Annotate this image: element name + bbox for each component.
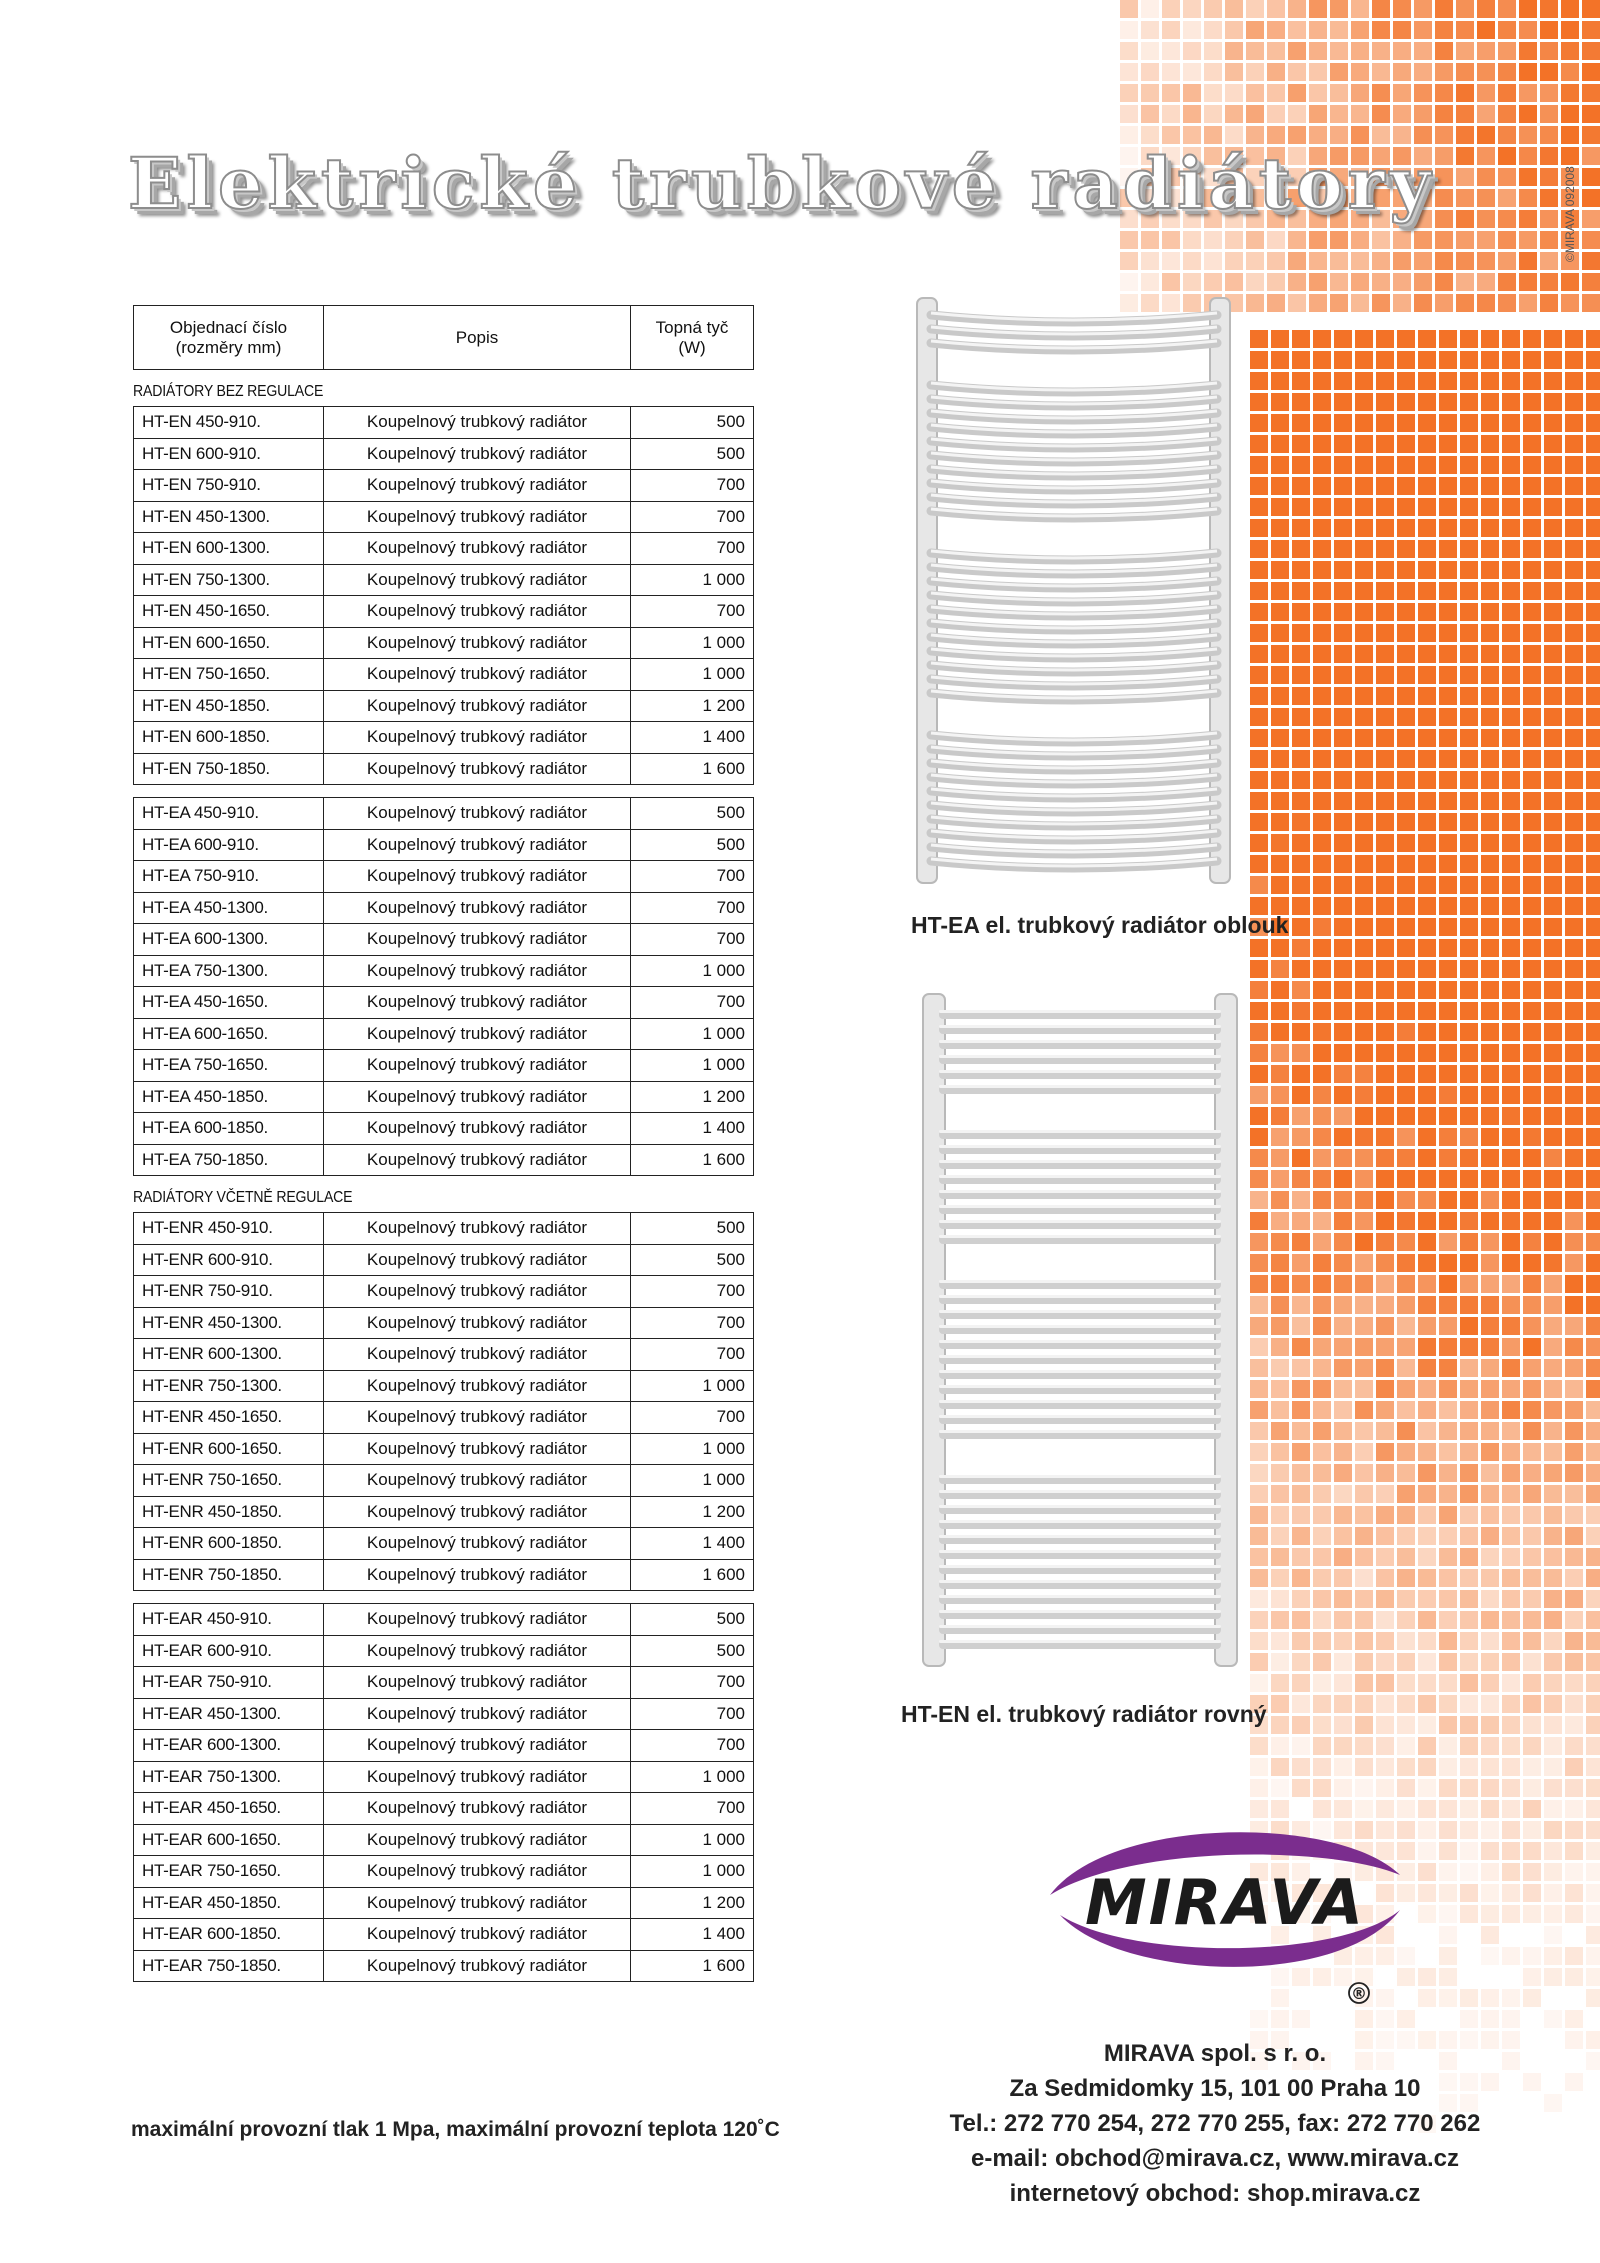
- table-row: [134, 892, 754, 924]
- table-row: [134, 533, 754, 565]
- product-description-cell: Koupelnový trubkový radiátor: [324, 829, 631, 861]
- product-code-cell: HT-EAR 450-1300.: [134, 1698, 324, 1730]
- table-row: [134, 1496, 754, 1528]
- product-code-cell: HT-ENR 450-1650.: [134, 1402, 324, 1434]
- copyright-note: ©MIRAVA 092008: [1563, 166, 1577, 262]
- heating-rod-power-cell: 500: [631, 438, 754, 470]
- product-code-cell: HT-EA 600-1850.: [134, 1113, 324, 1145]
- heating-rod-power-cell: 1 200: [631, 1496, 754, 1528]
- heating-rod-power-cell: 1 400: [631, 722, 754, 754]
- product-description-cell: Koupelnový trubkový radiátor: [324, 1950, 631, 1982]
- table-row: [134, 1050, 754, 1082]
- heating-rod-power-cell: 1 600: [631, 1950, 754, 1982]
- table-row: [134, 1604, 754, 1636]
- product-description-cell: Koupelnový trubkový radiátor: [324, 798, 631, 830]
- product-description-cell: Koupelnový trubkový radiátor: [324, 987, 631, 1019]
- table-row: [134, 1339, 754, 1371]
- heating-rod-power-cell: 1 000: [631, 1856, 754, 1888]
- table-row: [134, 1667, 754, 1699]
- product-description-cell: Koupelnový trubkový radiátor: [324, 861, 631, 893]
- product-code-cell: HT-EN 450-1850.: [134, 690, 324, 722]
- product-code-cell: HT-EAR 600-910.: [134, 1635, 324, 1667]
- heating-rod-power-cell: 1 000: [631, 1370, 754, 1402]
- table-row: [134, 1081, 754, 1113]
- table-row: [134, 1950, 754, 1982]
- heating-rod-power-cell: 700: [631, 533, 754, 565]
- product-description-cell: Koupelnový trubkový radiátor: [324, 1018, 631, 1050]
- table-row: [134, 1824, 754, 1856]
- table-row: [134, 1856, 754, 1888]
- section-label-without-regulation: RADIÁTORY BEZ REGULACE: [133, 383, 324, 400]
- product-code-cell: HT-EN 750-1300.: [134, 564, 324, 596]
- product-description-cell: Koupelnový trubkový radiátor: [324, 1559, 631, 1591]
- product-code-cell: HT-EAR 750-1850.: [134, 1950, 324, 1982]
- product-code-cell: HT-EN 600-1650.: [134, 627, 324, 659]
- product-code-cell: HT-EA 450-1850.: [134, 1081, 324, 1113]
- heating-rod-power-cell: 1 600: [631, 753, 754, 785]
- product-description-cell: Koupelnový trubkový radiátor: [324, 1635, 631, 1667]
- heating-rod-power-cell: 500: [631, 407, 754, 439]
- product-code-cell: HT-EN 750-1850.: [134, 753, 324, 785]
- heating-rod-power-cell: 1 000: [631, 1465, 754, 1497]
- heating-rod-power-cell: 700: [631, 470, 754, 502]
- straight-radiator-caption: HT-EN el. trubkový radiátor rovný: [901, 1701, 1267, 1727]
- product-description-cell: Koupelnový trubkový radiátor: [324, 533, 631, 565]
- table-row: [134, 470, 754, 502]
- product-description-cell: Koupelnový trubkový radiátor: [324, 1465, 631, 1497]
- table-row: [134, 1018, 754, 1050]
- heating-rod-power-cell: 1 000: [631, 955, 754, 987]
- table-row: [134, 1919, 754, 1951]
- product-code-cell: HT-EAR 450-1850.: [134, 1887, 324, 1919]
- table-row: [134, 1761, 754, 1793]
- heating-rod-power-cell: 1 400: [631, 1919, 754, 1951]
- product-code-cell: HT-EAR 450-1650.: [134, 1793, 324, 1825]
- product-description-cell: Koupelnový trubkový radiátor: [324, 438, 631, 470]
- product-code-cell: HT-EA 600-1300.: [134, 924, 324, 956]
- product-code-cell: HT-EA 450-910.: [134, 798, 324, 830]
- table-row: [134, 1402, 754, 1434]
- table-groups: [133, 370, 753, 1982]
- product-description-cell: Koupelnový trubkový radiátor: [324, 407, 631, 439]
- curved-radiator-caption: HT-EA el. trubkový radiátor oblouk: [911, 912, 1289, 938]
- table-row: [134, 1635, 754, 1667]
- product-code-cell: HT-ENR 450-1300.: [134, 1307, 324, 1339]
- product-description-cell: Koupelnový trubkový radiátor: [324, 1761, 631, 1793]
- product-description-cell: Koupelnový trubkový radiátor: [324, 596, 631, 628]
- table-row: [134, 1213, 754, 1245]
- table-row: [134, 1244, 754, 1276]
- heating-rod-power-cell: 700: [631, 501, 754, 533]
- product-description-cell: Koupelnový trubkový radiátor: [324, 470, 631, 502]
- product-code-cell: HT-EAR 600-1650.: [134, 1824, 324, 1856]
- product-description-cell: Koupelnový trubkový radiátor: [324, 1496, 631, 1528]
- header-heating-rod-label: Topná tyč: [655, 317, 729, 337]
- product-description-cell: Koupelnový trubkový radiátor: [324, 722, 631, 754]
- product-description-cell: Koupelnový trubkový radiátor: [324, 1213, 631, 1245]
- table-row: [134, 722, 754, 754]
- heating-rod-power-cell: 1 000: [631, 1050, 754, 1082]
- heating-rod-power-cell: 700: [631, 892, 754, 924]
- product-description-cell: Koupelnový trubkový radiátor: [324, 1793, 631, 1825]
- product-description-cell: Koupelnový trubkový radiátor: [324, 1856, 631, 1888]
- product-code-cell: HT-EN 750-910.: [134, 470, 324, 502]
- product-code-cell: HT-ENR 600-1850.: [134, 1528, 324, 1560]
- product-code-cell: HT-EA 750-1850.: [134, 1144, 324, 1176]
- heating-rod-power-cell: 1 400: [631, 1528, 754, 1560]
- product-description-cell: Koupelnový trubkový radiátor: [324, 1433, 631, 1465]
- table-row: [134, 596, 754, 628]
- table-row: [134, 1433, 754, 1465]
- heating-rod-power-cell: 1 400: [631, 1113, 754, 1145]
- table-row: [134, 829, 754, 861]
- product-description-cell: Koupelnový trubkový radiátor: [324, 1667, 631, 1699]
- product-description-cell: Koupelnový trubkový radiátor: [324, 1307, 631, 1339]
- product-code-cell: HT-EN 600-1300.: [134, 533, 324, 565]
- table-row: [134, 564, 754, 596]
- heating-rod-power-cell: 700: [631, 1276, 754, 1308]
- header-heating-rod: [631, 306, 754, 370]
- heating-rod-power-cell: 1 000: [631, 1433, 754, 1465]
- heating-rod-power-cell: 1 600: [631, 1144, 754, 1176]
- product-description-cell: Koupelnový trubkový radiátor: [324, 892, 631, 924]
- heating-rod-power-cell: 700: [631, 1339, 754, 1371]
- curved-radiator-image: [905, 290, 1245, 890]
- header-heating-rod-sub: (W): [678, 337, 706, 357]
- product-code-cell: HT-ENR 450-1850.: [134, 1496, 324, 1528]
- product-description-cell: Koupelnový trubkový radiátor: [324, 1887, 631, 1919]
- product-description-cell: Koupelnový trubkový radiátor: [324, 955, 631, 987]
- heating-rod-power-cell: 700: [631, 1730, 754, 1762]
- product-description-cell: Koupelnový trubkový radiátor: [324, 564, 631, 596]
- heating-rod-power-cell: 1 000: [631, 659, 754, 691]
- table-row: [134, 1887, 754, 1919]
- table-row: [134, 1276, 754, 1308]
- company-name: MIRAVA spol. s r. o.: [1103, 2040, 1327, 2067]
- product-code-cell: HT-EA 600-1650.: [134, 1018, 324, 1050]
- heating-rod-power-cell: 500: [631, 1635, 754, 1667]
- product-description-cell: Koupelnový trubkový radiátor: [324, 1144, 631, 1176]
- product-description-cell: Koupelnový trubkový radiátor: [324, 1244, 631, 1276]
- table-row: [134, 1528, 754, 1560]
- company-eshop: internetový obchod: shop.mirava.cz: [1009, 2180, 1421, 2207]
- footnote-max-pressure: maximální provozní tlak 1 Mpa, maximální provozní teplota 120˚C: [131, 2118, 780, 2141]
- table-row: [134, 861, 754, 893]
- product-description-cell: Koupelnový trubkový radiátor: [324, 924, 631, 956]
- product-group-table: [133, 797, 754, 1176]
- heating-rod-power-cell: 700: [631, 1698, 754, 1730]
- heating-rod-power-cell: 500: [631, 1244, 754, 1276]
- table-row: [134, 798, 754, 830]
- product-description-cell: Koupelnový trubkový radiátor: [324, 1081, 631, 1113]
- product-code-cell: HT-EN 450-910.: [134, 407, 324, 439]
- company-street: Za Sedmidomky 15, 101 00 Praha 10: [1009, 2075, 1421, 2102]
- product-code-cell: HT-EN 750-1650.: [134, 659, 324, 691]
- product-code-cell: HT-EN 450-1650.: [134, 596, 324, 628]
- product-code-cell: HT-ENR 750-910.: [134, 1276, 324, 1308]
- product-code-cell: HT-EN 600-910.: [134, 438, 324, 470]
- product-description-cell: Koupelnový trubkový radiátor: [324, 627, 631, 659]
- heating-rod-power-cell: 500: [631, 798, 754, 830]
- product-code-cell: HT-EA 750-1650.: [134, 1050, 324, 1082]
- product-code-cell: HT-EAR 450-910.: [134, 1604, 324, 1636]
- table-row: [134, 659, 754, 691]
- table-row: [134, 1113, 754, 1145]
- table-row: [134, 1307, 754, 1339]
- product-description-cell: Koupelnový trubkový radiátor: [324, 690, 631, 722]
- product-code-cell: HT-EAR 750-910.: [134, 1667, 324, 1699]
- heating-rod-power-cell: 1 000: [631, 1824, 754, 1856]
- product-description-cell: Koupelnový trubkový radiátor: [324, 1730, 631, 1762]
- product-code-cell: HT-ENR 750-1300.: [134, 1370, 324, 1402]
- heating-rod-power-cell: 500: [631, 829, 754, 861]
- product-code-cell: HT-EAR 600-1850.: [134, 1919, 324, 1951]
- heating-rod-power-cell: 1 200: [631, 1081, 754, 1113]
- table-row: [134, 407, 754, 439]
- product-code-cell: HT-EA 450-1650.: [134, 987, 324, 1019]
- product-description-cell: Koupelnový trubkový radiátor: [324, 1339, 631, 1371]
- heating-rod-power-cell: 700: [631, 1402, 754, 1434]
- header-order-number: [134, 306, 324, 370]
- product-description-cell: Koupelnový trubkový radiátor: [324, 1824, 631, 1856]
- table-header: [133, 305, 754, 370]
- product-code-cell: HT-EA 450-1300.: [134, 892, 324, 924]
- straight-radiator-image: [915, 990, 1245, 1672]
- heating-rod-power-cell: 1 600: [631, 1559, 754, 1591]
- product-description-cell: Koupelnový trubkový radiátor: [324, 1698, 631, 1730]
- company-email-web: e-mail: obchod@mirava.cz, www.mirava.cz: [970, 2145, 1459, 2172]
- heating-rod-power-cell: 700: [631, 861, 754, 893]
- heating-rod-power-cell: 500: [631, 1604, 754, 1636]
- heating-rod-power-cell: 700: [631, 924, 754, 956]
- table-row: [134, 1730, 754, 1762]
- product-group-table: [133, 1212, 754, 1591]
- heating-rod-power-cell: 700: [631, 596, 754, 628]
- product-code-cell: HT-EA 750-910.: [134, 861, 324, 893]
- product-description-cell: Koupelnový trubkový radiátor: [324, 659, 631, 691]
- product-table-area: [133, 305, 753, 1982]
- group-spacer: [133, 1591, 753, 1603]
- logo-registered-mark: ®: [1351, 1984, 1367, 2003]
- heating-rod-power-cell: 1 000: [631, 1761, 754, 1793]
- heating-rod-power-cell: 1 200: [631, 1887, 754, 1919]
- product-code-cell: HT-ENR 750-1850.: [134, 1559, 324, 1591]
- table-row: [134, 1698, 754, 1730]
- product-code-cell: HT-ENR 600-910.: [134, 1244, 324, 1276]
- table-row: [134, 987, 754, 1019]
- product-description-cell: Koupelnový trubkový radiátor: [324, 1402, 631, 1434]
- company-address: [935, 2036, 1495, 2211]
- group-spacer: [133, 785, 753, 797]
- heating-rod-power-cell: 1 200: [631, 690, 754, 722]
- product-code-cell: HT-ENR 600-1650.: [134, 1433, 324, 1465]
- product-group-table: [133, 406, 754, 785]
- product-group-table: [133, 1603, 754, 1982]
- heating-rod-power-cell: 700: [631, 987, 754, 1019]
- table-row: [134, 924, 754, 956]
- product-code-cell: HT-ENR 450-910.: [134, 1213, 324, 1245]
- table-row: [134, 1793, 754, 1825]
- product-code-cell: HT-EA 600-910.: [134, 829, 324, 861]
- table-row: [134, 753, 754, 785]
- heating-rod-power-cell: 1 000: [631, 564, 754, 596]
- table-row: [134, 690, 754, 722]
- product-code-cell: HT-EAR 600-1300.: [134, 1730, 324, 1762]
- product-description-cell: Koupelnový trubkový radiátor: [324, 1528, 631, 1560]
- product-description-cell: Koupelnový trubkový radiátor: [324, 1050, 631, 1082]
- heating-rod-power-cell: 1 000: [631, 627, 754, 659]
- product-description-cell: Koupelnový trubkový radiátor: [324, 1604, 631, 1636]
- heating-rod-power-cell: 700: [631, 1793, 754, 1825]
- table-row: [134, 1370, 754, 1402]
- section-label-with-regulation: RADIÁTORY VČETNĚ REGULACE: [133, 1189, 353, 1206]
- product-code-cell: HT-EA 750-1300.: [134, 955, 324, 987]
- table-row: [134, 501, 754, 533]
- table-row: [134, 438, 754, 470]
- header-order-number-sub: (rozměry mm): [175, 337, 282, 357]
- logo-wordmark: MIRAVA: [1084, 1866, 1366, 1939]
- product-description-cell: Koupelnový trubkový radiátor: [324, 1276, 631, 1308]
- table-row: [134, 627, 754, 659]
- product-description-cell: Koupelnový trubkový radiátor: [324, 1113, 631, 1145]
- heating-rod-power-cell: 1 000: [631, 1018, 754, 1050]
- product-code-cell: HT-ENR 600-1300.: [134, 1339, 324, 1371]
- product-code-cell: HT-ENR 750-1650.: [134, 1465, 324, 1497]
- product-code-cell: HT-EN 600-1850.: [134, 722, 324, 754]
- company-phones: Tel.: 272 770 254, 272 770 255, fax: 272 770 262: [949, 2110, 1481, 2137]
- mirava-logo: [1040, 1820, 1410, 2010]
- page-title: Elektrické trubkové radiátory: [128, 142, 1436, 225]
- header-order-number-label: Objednací číslo: [169, 317, 288, 337]
- product-description-cell: Koupelnový trubkový radiátor: [324, 753, 631, 785]
- heating-rod-power-cell: 700: [631, 1307, 754, 1339]
- table-row: [134, 955, 754, 987]
- heating-rod-power-cell: 700: [631, 1667, 754, 1699]
- table-row: [134, 1144, 754, 1176]
- heating-rod-power-cell: 500: [631, 1213, 754, 1245]
- table-row: [134, 1559, 754, 1591]
- product-code-cell: HT-EAR 750-1650.: [134, 1856, 324, 1888]
- product-description-cell: Koupelnový trubkový radiátor: [324, 501, 631, 533]
- header-description: Popis: [324, 306, 631, 370]
- product-description-cell: Koupelnový trubkový radiátor: [324, 1919, 631, 1951]
- product-code-cell: HT-EAR 750-1300.: [134, 1761, 324, 1793]
- product-description-cell: Koupelnový trubkový radiátor: [324, 1370, 631, 1402]
- table-row: [134, 1465, 754, 1497]
- product-code-cell: HT-EN 450-1300.: [134, 501, 324, 533]
